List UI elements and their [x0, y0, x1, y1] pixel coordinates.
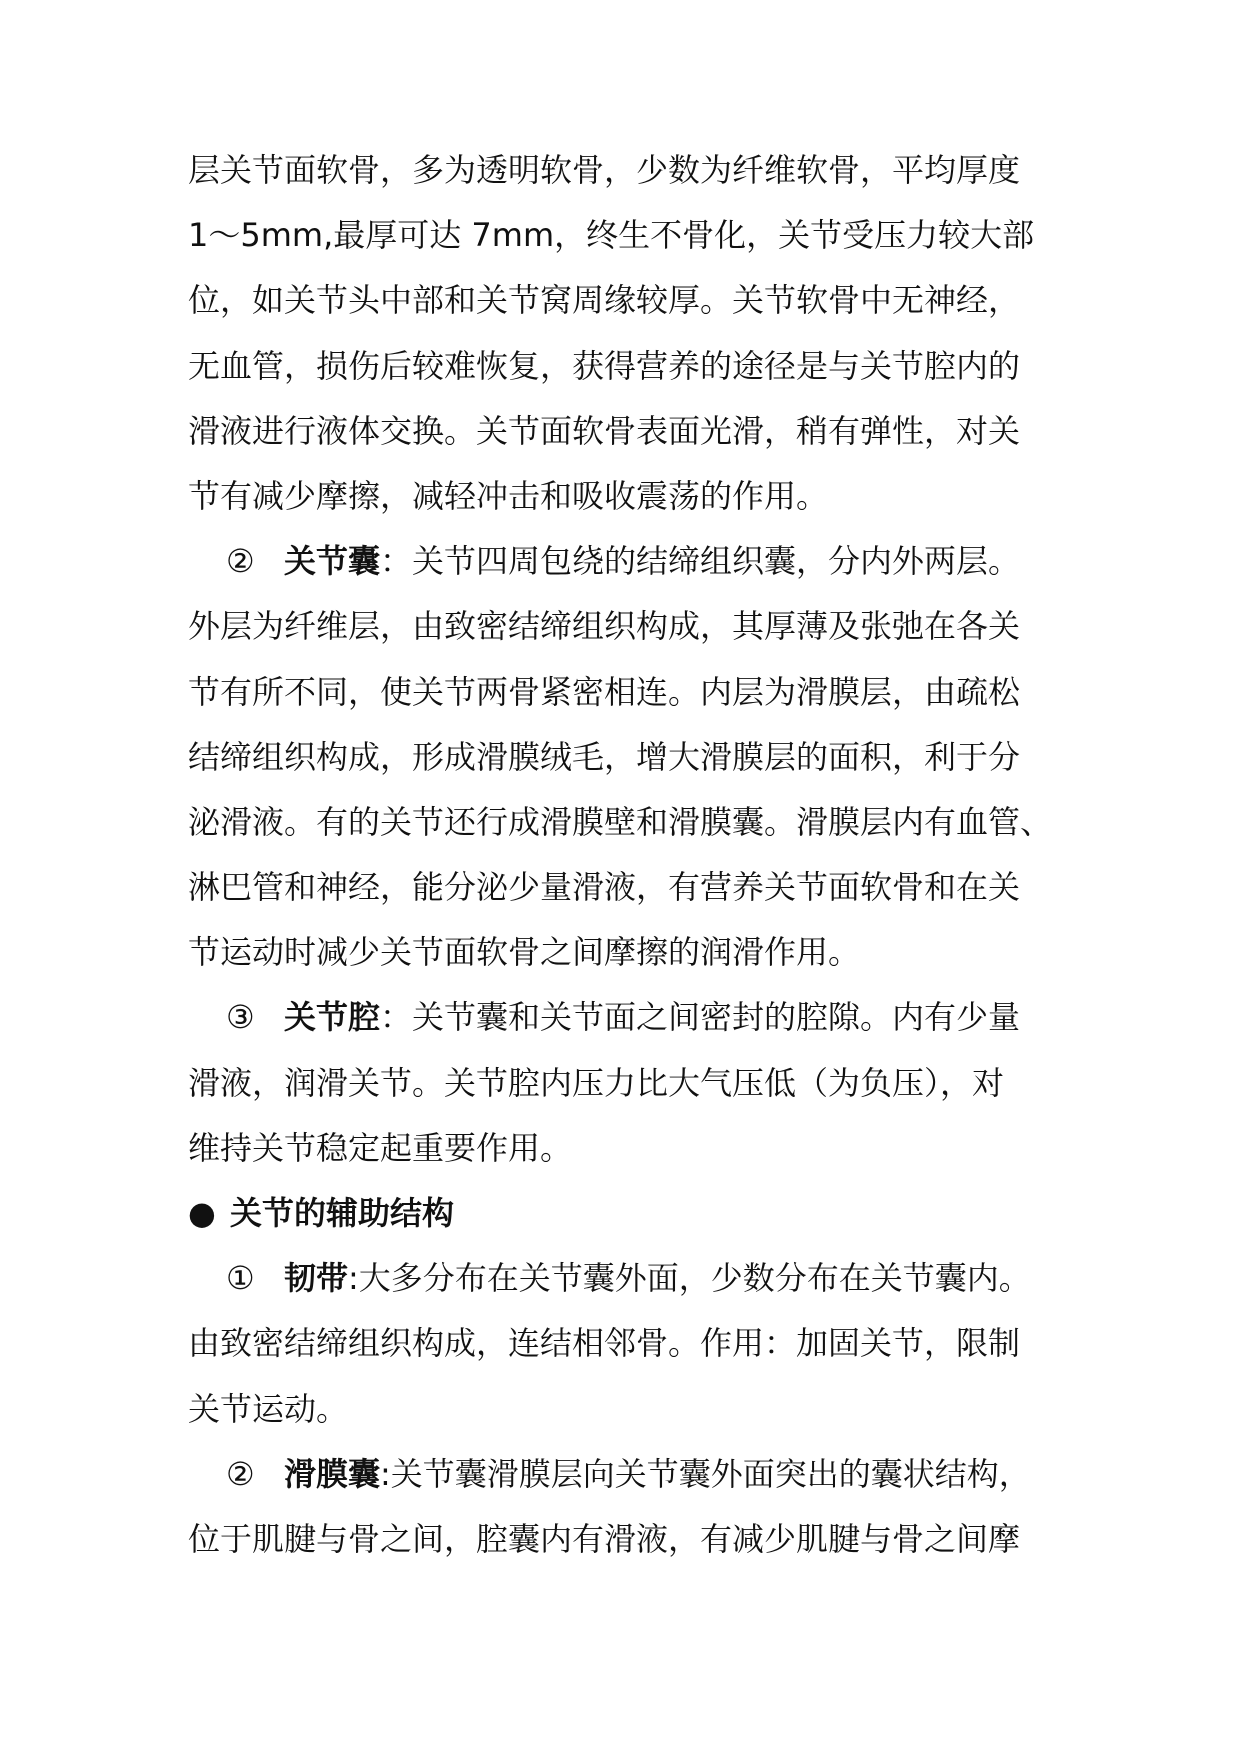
item-number: ① — [226, 1259, 255, 1298]
paragraph-line: 滑液进行液体交换。关节面软骨表面光滑，稍有弹性，对关 — [188, 411, 1021, 450]
section-heading — [188, 1181, 1060, 1246]
term-ligament: 韧带 — [284, 1259, 349, 1298]
term-cavity: 关节腔 — [284, 998, 381, 1037]
paragraph-line: 位，如关节头中部和关节窝周缘较厚。关节软骨中无神经， — [188, 281, 1021, 320]
document-page — [188, 138, 1060, 1572]
paragraph-line: 1～5mm,最厚可达 7mm，终生不骨化，关节受压力较大部 — [188, 216, 1035, 255]
paragraph-line: 外层为纤维层，由致密结缔组织构成，其厚薄及张弛在各关 — [188, 607, 1021, 646]
paragraph-line: 滑液，润滑关节。关节腔内压力比大气压低（为负压），对 — [188, 1063, 1005, 1102]
paragraph-line: 无血管，损伤后较难恢复，获得营养的途径是与关节腔内的 — [188, 346, 1021, 385]
paragraph-line: 由致密结缔组织构成，连结相邻骨。作用：加固关节，限制 — [188, 1324, 1021, 1363]
paragraph-line: 节有减少摩擦，减轻冲击和吸收震荡的作用。 — [188, 476, 829, 515]
ligament-definition: :大多分布在关节囊外面，少数分布在关节囊内。 — [348, 1259, 1031, 1298]
paragraph-line: 泌滑液。有的关节还行成滑膜壁和滑膜囊。滑膜层内有血管、 — [188, 802, 1053, 841]
paragraph-line: 结缔组织构成，形成滑膜绒毛，增大滑膜层的面积，利于分 — [188, 737, 1021, 776]
cavity-first-line — [188, 985, 1060, 1050]
cavity-definition: ：关节囊和关节面之间密封的腔隙。内有少量 — [380, 998, 1021, 1037]
bursa-definition: :关节囊滑膜层向关节囊外面突出的囊状结构， — [380, 1454, 1031, 1493]
item-number: ② — [226, 1454, 255, 1493]
item-number: ② — [226, 542, 255, 581]
term-bursa: 滑膜囊 — [284, 1454, 381, 1493]
paragraph-line: 淋巴管和神经，能分泌少量滑液，有营养关节面软骨和在关 — [188, 868, 1021, 907]
item-number: ③ — [226, 998, 255, 1037]
paragraph-line: 位于肌腱与骨之间，腔囊内有滑液，有减少肌腱与骨之间摩 — [188, 1519, 1021, 1558]
paragraph-line: 关节运动。 — [188, 1389, 349, 1428]
capsule-first-line — [188, 529, 1060, 594]
capsule-definition: ：关节四周包绕的结缔组织囊，分内外两层。 — [380, 542, 1021, 581]
bullet-icon: ● — [188, 1194, 216, 1232]
paragraph-line: 节运动时减少关节面软骨之间摩擦的润滑作用。 — [188, 933, 861, 972]
ligament-first-line — [188, 1246, 1060, 1311]
paragraph-line: 层关节面软骨，多为透明软骨，少数为纤维软骨，平均厚度 — [188, 151, 1021, 189]
section-heading-text: 关节的辅助结构 — [230, 1194, 455, 1232]
paragraph-line: 维持关节稳定起重要作用。 — [188, 1128, 573, 1167]
bursa-first-line — [188, 1442, 1060, 1507]
term-capsule: 关节囊 — [284, 542, 381, 581]
paragraph-line: 节有所不同，使关节两骨紧密相连。内层为滑膜层，由疏松 — [188, 672, 1021, 711]
